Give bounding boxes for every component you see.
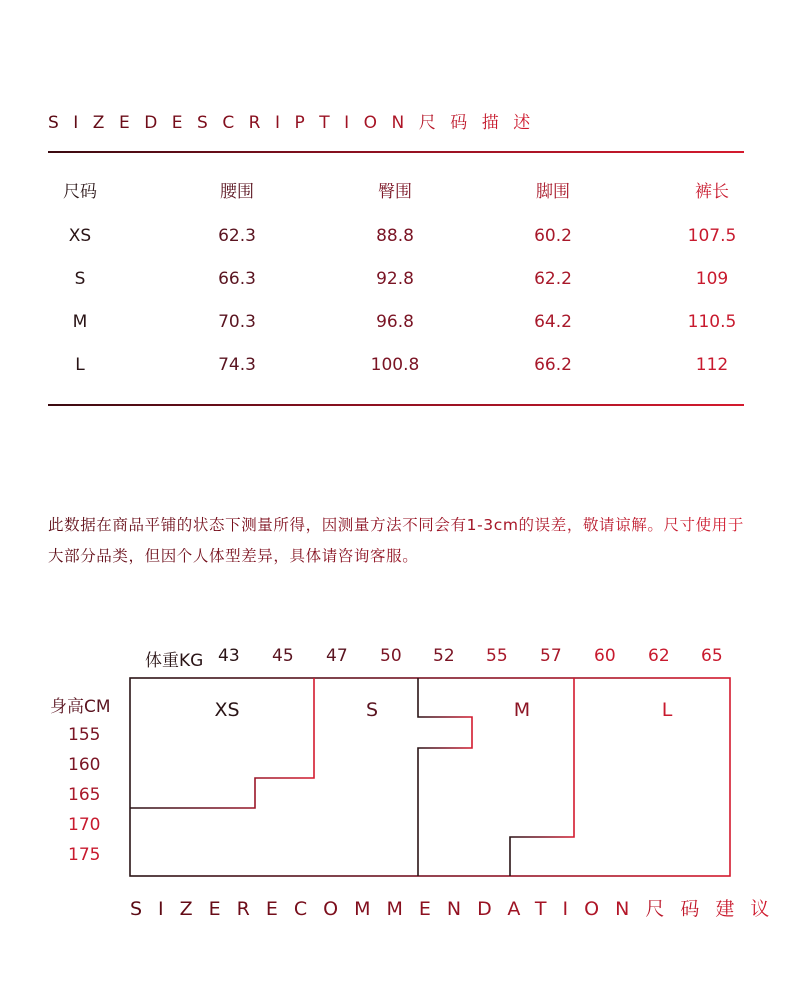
row-ankle: 60.2	[534, 226, 572, 246]
row-waist: 66.3	[218, 269, 256, 289]
height-tick: 175	[68, 845, 101, 865]
weight-tick: 45	[272, 646, 294, 666]
header-waist: 腰围	[220, 182, 254, 202]
size-label-m: M	[513, 699, 531, 721]
height-tick: 170	[68, 815, 101, 835]
measurement-note: 此数据在商品平铺的状态下测量所得，因测量方法不同会有1-3cm的误差，敬请谅解。尺寸使用于大部分品类，但因个人体型差异，具体请咨询客服。	[48, 510, 748, 572]
row-hip: 92.8	[376, 269, 414, 289]
height-tick: 165	[68, 785, 101, 805]
header-size: 尺码	[63, 182, 97, 202]
header-ankle: 脚围	[536, 182, 570, 202]
row-size: S	[74, 269, 86, 289]
row-waist: 74.3	[218, 355, 256, 375]
header-hip: 臀围	[378, 182, 412, 202]
height-tick: 160	[68, 755, 101, 775]
size-description-title: SIZEDESCRIPTION尺码描述	[48, 108, 545, 133]
row-ankle: 62.2	[534, 269, 572, 289]
row-waist: 62.3	[218, 226, 256, 246]
weight-tick: 65	[701, 646, 723, 666]
row-hip: 96.8	[376, 312, 414, 332]
weight-tick: 62	[648, 646, 670, 666]
row-length: 107.5	[687, 226, 737, 246]
height-label: 身高CM	[50, 697, 111, 717]
row-size: XS	[68, 226, 92, 246]
xs-boundary	[130, 678, 314, 808]
row-ankle: 66.2	[534, 355, 572, 375]
weight-tick: 50	[380, 646, 402, 666]
row-ankle: 64.2	[534, 312, 572, 332]
header-length: 裤长	[695, 182, 729, 202]
row-hip: 100.8	[370, 355, 420, 375]
weight-tick: 60	[594, 646, 616, 666]
weight-tick: 47	[326, 646, 348, 666]
row-length: 109	[695, 269, 729, 289]
height-tick: 155	[68, 725, 101, 745]
size-label-xs: XS	[214, 699, 240, 721]
s-boundary	[418, 678, 472, 876]
weight-tick: 43	[218, 646, 240, 666]
row-hip: 88.8	[376, 226, 414, 246]
row-size: L	[75, 355, 85, 375]
row-waist: 70.3	[218, 312, 256, 332]
row-length: 110.5	[687, 312, 737, 332]
weight-label: 体重KG	[145, 651, 204, 671]
weight-tick: 55	[486, 646, 508, 666]
weight-tick: 52	[433, 646, 455, 666]
size-recommendation-title: SIZERECOMMENDATION尺码建议	[130, 894, 785, 921]
row-length: 112	[695, 355, 729, 375]
weight-tick: 57	[540, 646, 562, 666]
size-label-s: S	[365, 699, 379, 721]
row-size: M	[72, 312, 88, 332]
size-label-l: L	[661, 699, 673, 721]
